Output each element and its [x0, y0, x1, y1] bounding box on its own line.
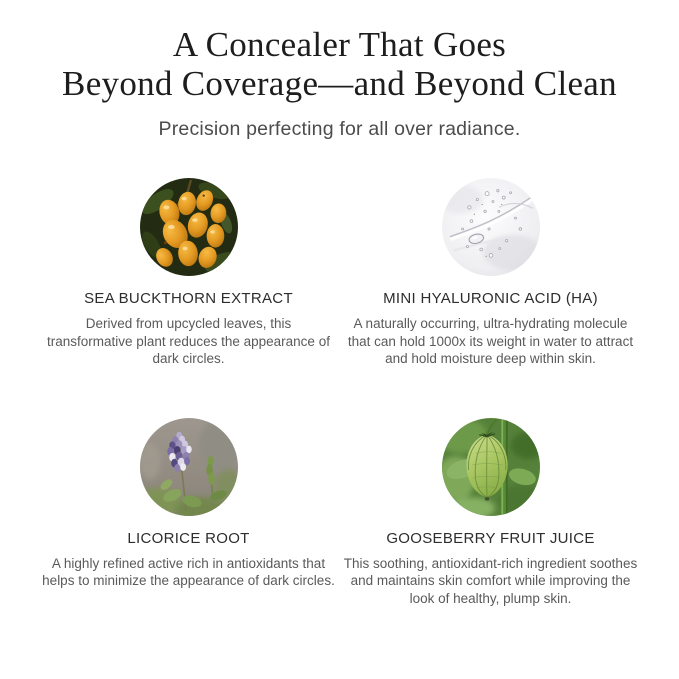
- clear-gel-texture-photo: [442, 178, 540, 276]
- ingredient-card-licorice-root: [38, 418, 340, 608]
- ingredient-card-sea-buckthorn: [38, 178, 340, 368]
- ingredient-name: SEA BUCKTHORN EXTRACT: [84, 290, 293, 307]
- gooseberry-husk-image: [442, 418, 540, 516]
- clear-gel-texture-image: [442, 178, 540, 276]
- page-subtitle: Precision perfecting for all over radiance.: [158, 118, 521, 140]
- ingredient-name: GOOSEBERRY FRUIT JUICE: [386, 529, 595, 547]
- page-title: [0, 26, 679, 103]
- ingredient-description: A highly refined active rich in antioxidants that helps to minimize the appearance of dark circles.: [42, 555, 335, 588]
- licorice-flower-image: [140, 418, 238, 516]
- ingredient-description: Derived from upcycled leaves, this transformative plant reduces the appearance of dark circles.: [47, 316, 330, 366]
- ingredient-description: A naturally occurring, ultra-hydrating molecule that can hold 1000x its weight in water to attract and hold moisture deep within skin.: [347, 316, 634, 366]
- ingredient-description: This soothing, antioxidant-rich ingredient soothes and maintains skin comfort while improving the look of healthy, plump skin.: [343, 555, 638, 606]
- ingredient-card-gooseberry: [340, 418, 642, 608]
- ingredient-name: LICORICE ROOT: [127, 529, 250, 547]
- ingredient-card-hyaluronic-acid: [340, 178, 642, 368]
- page-title-line2: Beyond Coverage—and Beyond Clean: [62, 63, 617, 103]
- gooseberry-husk-photo: [442, 418, 540, 516]
- page-title-line1: A Concealer That Goes: [172, 25, 507, 64]
- sea-buckthorn-berries-image: [140, 178, 238, 276]
- licorice-flower-photo: [140, 418, 238, 516]
- ingredient-name: MINI HYALURONIC ACID (HA): [383, 290, 598, 307]
- ingredient-grid: [38, 178, 642, 607]
- sea-buckthorn-berries-photo: [140, 178, 238, 276]
